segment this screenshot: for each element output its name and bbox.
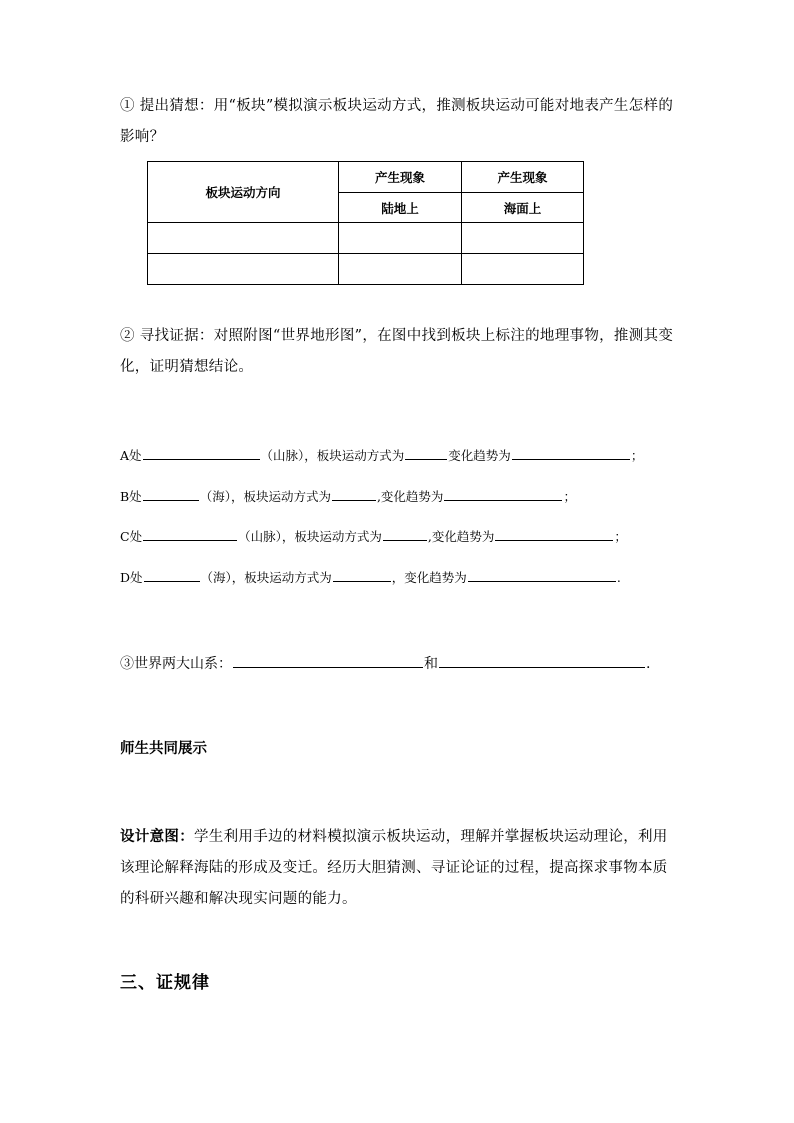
blank-mountain-system-1[interactable] xyxy=(233,653,423,668)
table-cell[interactable] xyxy=(339,223,462,254)
fill-text-a-type: （山脉），板块运动方式为 xyxy=(260,448,405,463)
table-cell[interactable] xyxy=(148,223,339,254)
fill-text-b-trend: ,变化趋势为 xyxy=(376,489,444,504)
blank-c-motion[interactable] xyxy=(383,527,427,541)
table-cell[interactable] xyxy=(148,254,339,285)
fill-line-a xyxy=(120,446,643,464)
fill-text-a-trend: 变化趋势为 xyxy=(448,448,511,463)
blank-a-motion[interactable] xyxy=(405,446,447,460)
fill-label-a: A处 xyxy=(120,448,142,463)
table-row xyxy=(148,254,584,285)
blank-a-trend[interactable] xyxy=(512,446,630,460)
fill-label-c: C处 xyxy=(120,529,143,544)
fill-end-c: ； xyxy=(614,529,627,544)
design-intent-paragraph xyxy=(120,821,680,915)
table-header-phenomenon-2: 产生现象 xyxy=(462,162,584,193)
blank-c-feature[interactable] xyxy=(143,527,237,541)
table-header-direction: 板块运动方向 xyxy=(148,162,339,223)
blank-b-motion[interactable] xyxy=(332,487,376,501)
fill-line-c xyxy=(120,527,627,545)
fill-text-d-type: （海），板块运动方式为 xyxy=(200,570,332,585)
table-header-phenomenon-1: 产生现象 xyxy=(339,162,462,193)
plate-motion-table xyxy=(147,161,584,285)
blank-b-trend[interactable] xyxy=(444,487,562,501)
fill-text-c-type: （山脉），板块运动方式为 xyxy=(238,529,382,544)
step3-label: ③世界两大山系： xyxy=(120,656,232,672)
blank-d-trend[interactable] xyxy=(468,568,616,582)
step3-joiner: 和 xyxy=(424,656,438,672)
blank-d-feature[interactable] xyxy=(144,568,200,582)
fill-text-b-type: （海），板块运动方式为 xyxy=(199,489,331,504)
table-cell[interactable] xyxy=(462,223,584,254)
table-cell[interactable] xyxy=(339,254,462,285)
fill-end-b: ； xyxy=(563,489,576,504)
step3-end: . xyxy=(646,656,651,672)
show-heading: 师生共同展示 xyxy=(120,740,207,757)
fill-text-d-trend: ，变化趋势为 xyxy=(391,570,467,585)
design-intent-text: 学生利用手边的材料模拟演示板块运动，理解并掌握板块运动理论，利用该理论解释海陆的形成及变迁。经历大胆猜测、寻证论证的过程，提高探求事物本质的科研兴趣和解决现实问题的能力。 xyxy=(120,829,668,907)
blank-c-trend[interactable] xyxy=(495,527,613,541)
fill-end-d: . xyxy=(616,570,621,585)
table-cell[interactable] xyxy=(462,254,584,285)
blank-b-feature[interactable] xyxy=(143,487,199,501)
blank-a-feature[interactable] xyxy=(143,446,260,460)
table-row xyxy=(148,223,584,254)
fill-end-a: ； xyxy=(630,448,644,463)
step2-paragraph: ② 寻找证据：对照附图“世界地形图”，在图中找到板块上标注的地理事物，推测其变化，证明猜想结论。 xyxy=(120,328,674,375)
table-subheader-sea: 海面上 xyxy=(462,193,584,223)
fill-line-b xyxy=(120,487,576,505)
design-intent-label: 设计意图： xyxy=(120,828,194,845)
table-subheader-land: 陆地上 xyxy=(339,193,462,223)
blank-d-motion[interactable] xyxy=(333,568,391,582)
step3-line xyxy=(120,653,650,673)
fill-line-d xyxy=(120,568,621,586)
fill-text-c-trend: ,变化趋势为 xyxy=(427,529,495,544)
section-3-title: 三、证规律 xyxy=(120,973,210,993)
fill-label-d: D处 xyxy=(120,570,143,585)
fill-label-b: B处 xyxy=(120,489,142,504)
blank-mountain-system-2[interactable] xyxy=(439,653,645,668)
step1-paragraph: ① 提出猜想：用“板块”模拟演示板块运动方式，推测板块运动可能对地表产生怎样的影响？ xyxy=(120,98,674,145)
